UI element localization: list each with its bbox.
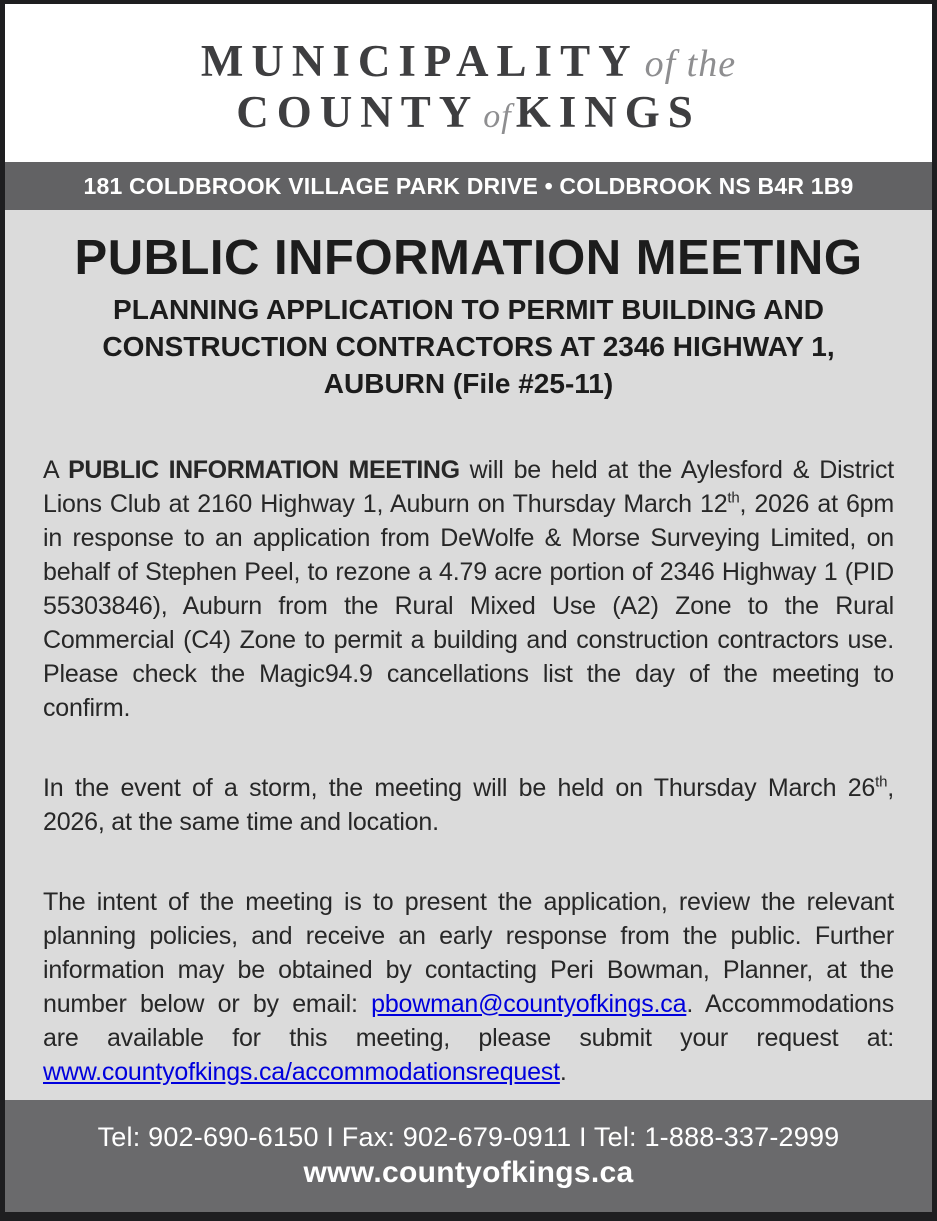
p2-ordinal-suffix: th: [875, 773, 888, 791]
logo-county-text: COUNTY: [236, 87, 480, 137]
subtitle-line-3: AUBURN (File #25-11): [323, 367, 614, 399]
paragraph-intent-contact: [43, 885, 894, 1089]
notice-content: [5, 210, 932, 1100]
logo-of-the-text: of the: [644, 43, 737, 85]
paragraph-storm-date: [43, 771, 894, 839]
logo-municipality-text: MUNICIPALITY: [200, 36, 639, 86]
p2-body-a: In the event of a storm, the meeting will be held on Thursday March 26: [43, 773, 876, 802]
logo-line-2: [236, 87, 701, 137]
email-link[interactable]: pbowman@countyofkings.ca: [371, 989, 687, 1018]
municipality-logo: [5, 4, 932, 162]
footer-bar: [5, 1100, 932, 1212]
p1-bold-heading: PUBLIC INFORMATION MEETING: [68, 455, 460, 484]
p1-lead: A: [43, 455, 69, 484]
footer-phone-fax: Tel: 902-690-6150 I Fax: 902-679-0911 I Tel: 1-888-337-2999: [97, 1122, 840, 1152]
p1-body-a: will be held at the Aylesford & District Lions Club at 2160 Highway 1, Auburn on Thursday March 12: [43, 455, 895, 518]
logo-of-text: of: [483, 98, 512, 135]
logo-kings-text: KINGS: [515, 87, 701, 137]
subtitle-line-1: PLANNING APPLICATION TO PERMIT BUILDING AND: [113, 293, 824, 325]
address-bar: [5, 162, 932, 210]
municipal-address: 181 COLDBROOK VILLAGE PARK DRIVE • COLDBROOK NS B4R 1B9: [83, 172, 854, 199]
p3-body-c: .: [559, 1057, 567, 1086]
p1-body-b: , 2026 at 6pm in response to an application from DeWolfe & Morse Surveying Limited, on behalf of Stephen Peel, to rezone a 4.79 acre portion of 2346 Highway 1 (PID 55303846), Auburn from the Rural Mixed Use (A2) Zone to the Rural Commercial (C4) Zone to permit a building and construction contractors use. Please check the Magic94.9 cancellations list the day of the meeting to confirm.: [43, 489, 895, 722]
paragraph-meeting-details: [43, 453, 894, 725]
page-title: PUBLIC INFORMATION MEETING: [74, 231, 863, 285]
subtitle-line-2: CONSTRUCTION CONTRACTORS AT 2346 HIGHWAY 1,: [102, 330, 835, 362]
p3-body-a: The intent of the meeting is to present the application, review the relevant planning policies, and receive an early response from the public. Further information may be obtained by contacting Peri Bowman, Planner, at the number below or by email:: [43, 887, 894, 1018]
p3-body-b: . Accommodations are available for this meeting, please submit your request at:: [43, 989, 895, 1052]
logo-line-1: [200, 36, 737, 86]
footer-website[interactable]: www.countyofkings.ca: [303, 1156, 634, 1189]
accommodations-request-link[interactable]: www.countyofkings.ca/accommodationsrequest: [43, 1057, 560, 1086]
notice-subtitle: [43, 292, 894, 403]
p1-ordinal-suffix: th: [727, 489, 740, 507]
p2-body-b: , 2026, at the same time and location.: [43, 773, 894, 836]
